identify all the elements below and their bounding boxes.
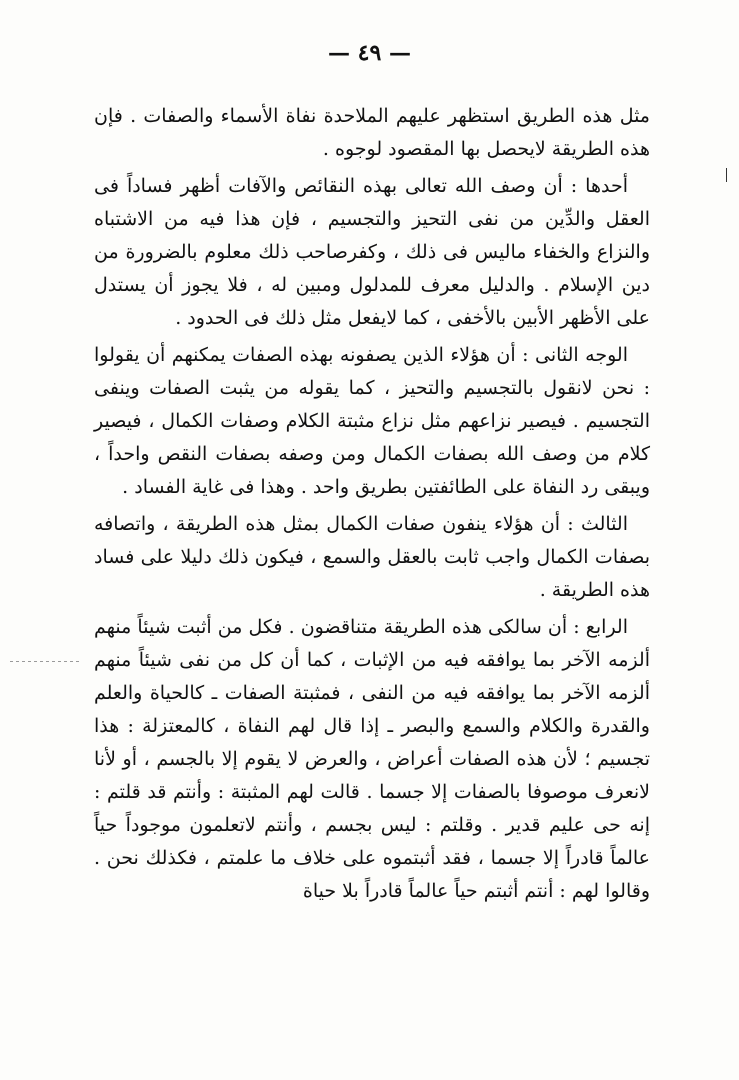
paragraph-fourth: الرابع : أن سالكى هذه الطريقة متناقضون . فكل من أثبت شيئاً منهم ألزمه الآخر بما يوافقه فيه من الإثبات ، كما أن كل من نفى شيئاً منهم ألزمه الآخر بما يوافقه فيه من النفى ، فمثبتة الصفات ـ كالحياة والعلم والقدرة والكلام والسمع والبصر ـ إذا قال لهم النفاة ، كالمعتزلة : هذا تجسيم ؛ لأن هذه الصفات أعراض ، والعرض لا يقوم إلا بالجسم ، أو لأنا لانعرف موصوفا بالصفات إلا جسما . قالت لهم المثبتة : وأنتم قد قلتم : إنه حى عليم قدير . وقلتم : ليس بجسم ، وأنتم لاتعلمون موجوداً حياً عالماً قادراً إلا جسما ، فقد أثبتموه على خلاف ما علمتم ، فكذلك نحن . وقالوا لهم : أنتم أثبتم حياً عالماً قادراً بلا حياة — [94, 616, 650, 902]
paragraph-third: الثالث : أن هؤلاء ينفون صفات الكمال بمثل هذه الطريقة ، واتصافه بصفات الكمال واجب ثابت بالعقل والسمع ، فيكون ذلك دليلا على فساد هذه الطريقة . — [94, 513, 650, 601]
scan-mark — [10, 661, 80, 662]
margin-mark — [726, 168, 727, 182]
paragraph-first: أحدها : أن وصف الله تعالى بهذه النقائص والآفات أظهر فساداً فى العقل والدِّين من نفى التحيز والتجسيم ، فإن هذا فيه من الاشتباه والنزاع والخفاء ماليس فى ذلك ، وكفرصاحب ذلك معلوم بالضرورة من دين الإسلام . والدليل معرف للمدلول ومبين له ، فلا يجوز أن يستدل على الأظهر الأبين بالأخفى ، كما لايفعل مثل ذلك فى الحدود . — [94, 175, 650, 329]
paragraph-second: الوجه الثانى : أن هؤلاء الذين يصفونه بهذه الصفات يمكنهم أن يقولوا : نحن لانقول بالتجسيم والتحيز ، كما يقوله من يثبت الصفات وينفى التجسيم . فيصير نزاعهم مثل نزاع مثبتة الكلام وصفات الكمال ، فيصير كلام من وصف الله بصفات الكمال ومن وصفه بصفات النقص واحداً ، ويبقى رد النفاة على الطائفتين بطريق واحد . وهذا فى غاية الفساد . — [94, 344, 650, 498]
page-number: — ٤٩ — — [328, 40, 411, 66]
paragraph-intro: مثل هذه الطريق استظهر عليهم الملاحدة نفاة الأسماء والصفات . فإن هذه الطريقة لايحصل بها المقصود لوجوه . — [94, 105, 650, 160]
body-text — [94, 100, 650, 908]
